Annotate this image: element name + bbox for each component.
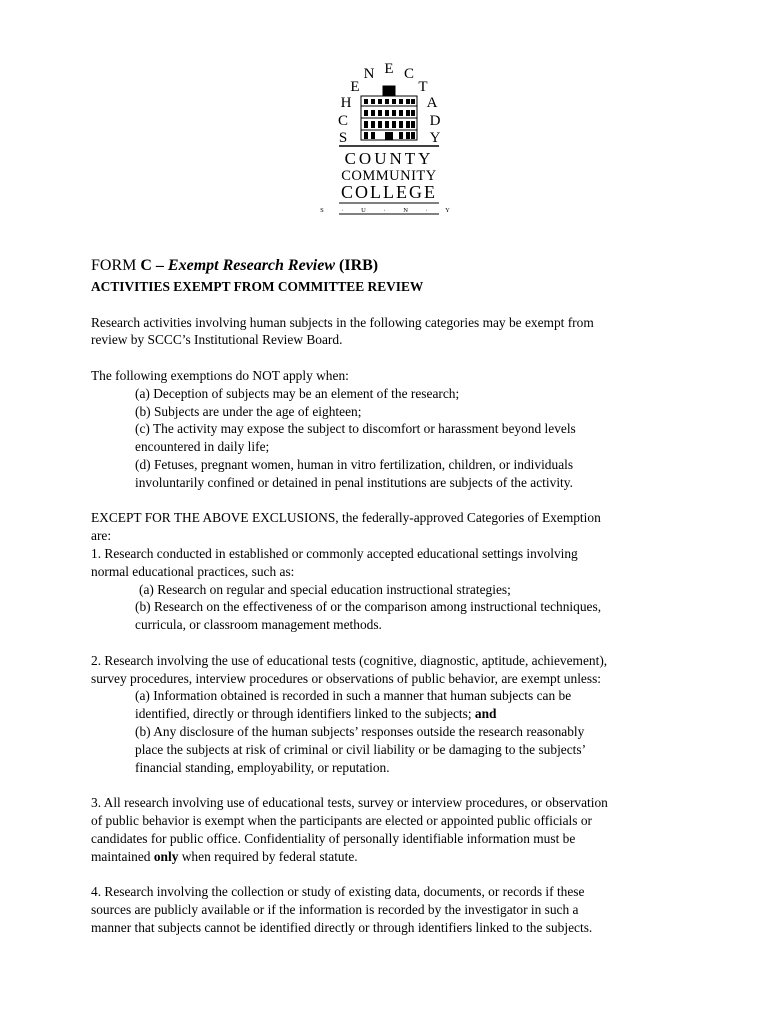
- logo-arc-letter: E: [350, 79, 360, 95]
- category-2-item: [91, 705, 691, 723]
- except-line: are:: [91, 528, 112, 544]
- title-italic: Exempt Research Review: [167, 257, 336, 274]
- category-2-item: (b) Any disclosure of the human subjects’ responses outside the research reasonably: [135, 723, 585, 739]
- category-1-line: 1. Research conducted in established or commonly accepted educational settings involving: [91, 545, 578, 561]
- form-content: [91, 256, 691, 936]
- category-3-line: [91, 848, 691, 866]
- category-2-line: 2. Research involving the use of educational tests (cognitive, diagnostic, aptitude, achievement),: [91, 652, 608, 668]
- logo-arc-letter: C: [337, 113, 349, 129]
- building-icon: [361, 86, 417, 140]
- logo-community-text: COMMUNITY: [341, 168, 437, 184]
- category-3-line: 3. All research involving use of educational tests, survey or interview procedures, or observation: [91, 795, 608, 811]
- intro-line: Research activities involving human subjects in the following categories may be exempt from: [91, 314, 594, 330]
- exemption-item: involuntarily confined or detained in penal institutions are subjects of the activity.: [135, 474, 573, 490]
- category-3-line: of public behavior is exempt when the participants are elected or appointed public officials or: [91, 812, 592, 828]
- logo-arc-letter: N: [363, 66, 375, 82]
- category-1-item: (b) Research on the effectiveness of or the comparison among instructional techniques,: [135, 599, 602, 615]
- title-letter: C –: [140, 257, 168, 274]
- logo-arc-letter: C: [403, 66, 415, 82]
- exemption-item: (d) Fetuses, pregnant women, human in vitro fertilization, children, or individuals: [135, 456, 574, 472]
- title-prefix: FORM: [91, 257, 141, 274]
- logo-arc-letter: H: [340, 95, 352, 111]
- logo-arc-letter: E: [384, 61, 394, 77]
- category-4-line: 4. Research involving the collection or study of existing data, documents, or records if these: [91, 884, 585, 900]
- category-2-and: and: [474, 706, 497, 722]
- category-2-item: place the subjects at risk of criminal or civil liability or be damaging to the subjects’: [135, 741, 587, 757]
- title-suffix: (IRB): [335, 257, 379, 274]
- category-1-item: curricula, or classroom management methods.: [135, 617, 382, 633]
- category-2-line: survey procedures, interview procedures or observations of public behavior, are exempt unless:: [91, 670, 602, 686]
- college-logo: [320, 56, 458, 216]
- college-seal-icon: [320, 56, 458, 216]
- exemption-item: (c) The activity may expose the subject to discomfort or harassment beyond levels: [135, 421, 576, 437]
- category-3-only: only: [153, 848, 179, 864]
- intro-line: review by SCCC’s Institutional Review Board.: [91, 332, 343, 348]
- exemption-item: (b) Subjects are under the age of eighteen;: [135, 403, 362, 419]
- category-4-line: manner that subjects cannot be identified directly or through identifiers linked to the subjects.: [91, 919, 593, 935]
- logo-college-text: COLLEGE: [341, 182, 437, 202]
- category-2-item: financial standing, employability, or reputation.: [135, 759, 390, 775]
- form-subtitle: ACTIVITIES EXEMPT FROM COMMITTEE REVIEW: [91, 279, 424, 294]
- exemption-item: encountered in daily life;: [135, 439, 270, 455]
- category-4-line: sources are publicly available or if the information is recorded by the investigator in such a: [91, 901, 579, 917]
- logo-suny-text: S · U · N · Y: [320, 207, 458, 214]
- category-1-line: normal educational practices, such as:: [91, 563, 295, 579]
- category-2-item-text: identified, directly or through identifiers linked to the subjects;: [135, 706, 475, 722]
- category-2-item: (a) Information obtained is recorded in such a manner that human subjects can be: [135, 688, 572, 704]
- logo-arc-letter: T: [418, 79, 428, 95]
- logo-arc-letter: Y: [429, 130, 441, 146]
- logo-arc-letter: D: [429, 113, 441, 129]
- form-title: [91, 256, 691, 276]
- category-3-line: candidates for public office. Confidentiality of personally identifiable information must be: [91, 830, 576, 846]
- category-3-text: when required by federal statute.: [178, 848, 358, 864]
- except-line: EXCEPT FOR THE ABOVE EXCLUSIONS, the federally-approved Categories of Exemption: [91, 510, 601, 526]
- exemption-item: (a) Deception of subjects may be an element of the research;: [135, 385, 460, 401]
- logo-arc-letter: S: [338, 130, 348, 146]
- category-1-item: (a) Research on regular and special education instructional strategies;: [139, 581, 511, 597]
- exemptions-heading: The following exemptions do NOT apply when:: [91, 367, 349, 383]
- logo-arc-letter: A: [426, 95, 438, 111]
- category-3-text: maintained: [91, 848, 154, 864]
- logo-county-text: COUNTY: [344, 149, 434, 168]
